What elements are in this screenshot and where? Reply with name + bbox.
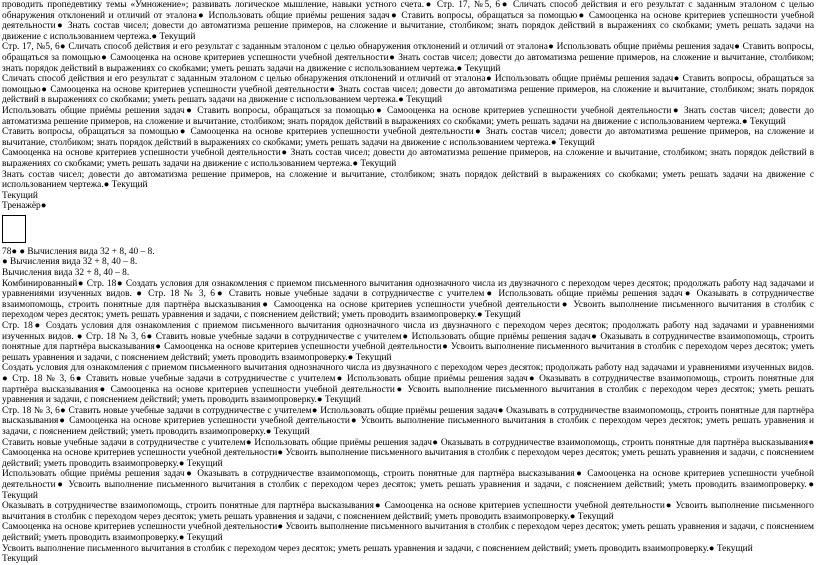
text-block: Самооценка на основе критериев успешности учебной деятельности● Усвоить выполнение письменного вычитания в столбик с переходом через десяток; уметь решать уравнения и задачи, с пояснением действий; уметь проводить взаимопроверку.● Текущий: [2, 522, 814, 543]
text-block: Использовать общие приёмы решения задач● Ставить вопросы, обращаться за помощью● Самооценка на основе критериев успешности учебной деятельности● Знать состав чисел; довести до автоматизма решение примеров, на сложение и вычитание, столбиком; знать порядок действий в выражениях со скобками; уметь решать задачи на движение с использованием чертежа.● Текущий: [2, 105, 814, 127]
text-block: Текущий: [2, 554, 38, 565]
text-block: Стр. 18 № 3, 6● Ставить новые учебные задачи в сотрудничестве с учителем● Использовать общие приёмы решения задач● Оказывать в сотрудничестве взаимопомощь, строить понятные для партнёра высказывания● Самооценка на основе критериев успешности учебной деятельности● Усвоить выполнение письменного вычитания в столбик с переходом через десяток; уметь решать уравнения и задачи, с пояснением действий; уметь проводить взаимопроверку.● Текущий: [2, 405, 814, 437]
empty-cell-box: [2, 215, 26, 243]
text-block: 78● ● Вычисления вида 32 + 8, 40 – 8.: [2, 246, 155, 257]
text-block: Ставить вопросы, обращаться за помощью● Самооценка на основе критериев успешности учебной деятельности● Знать состав чисел; довести до автоматизма решение примеров, на сложение и вычитание, столбиком; знать порядок действий в выражениях со скобками; уметь решать задачи на движение с использованием чертежа.● Текущий: [2, 127, 814, 148]
text-block: Знать состав чисел; довести до автоматизма решение примеров, на сложение и вычитание, столбиком; знать порядок действий в выражениях со скобками; уметь решать задачи на движение с использованием чертежа.● Текущий: [2, 169, 814, 191]
text-block: Стр. 17, №5, 6● Сличать способ действия и его результат с заданным эталоном с целью обнаружения отклонений и отличий от эталона● Использовать общие приёмы решения задач● Ставить вопросы, обращаться за помощью● Самооценка на основе критериев успешности учебной деятельности● Знать состав чисел; довести до автоматизма решение примеров, на сложение и вычитание, столбиком; знать порядок действий в выражениях со скобками; уметь решать задачи на движение с использованием чертежа.● Текущий: [2, 42, 814, 74]
text-block: Создать условия для ознакомления с приемом письменного вычитания однозначного числа из двузначного с переходом через десяток; продолжать работу над задачами и уравнениями изученных видов. ● Стр. 18 № 3, 6● Ставить новые учебные задачи в сотрудничестве с учителем● Использовать общие приёмы решения задач● Оказывать в сотрудничестве взаимопомощь, строить понятные для партнёра высказывания● Самооценка на основе критериев успешности учебной деятельности● Усвоить выполнение письменного вычитания в столбик с переходом через десяток; уметь решать уравнения и задачи, с пояснением действий; уметь проводить взаимопроверку.● Текущий: [2, 363, 814, 406]
text-block: Текущий: [2, 190, 38, 201]
text-block: Тренажёр●: [2, 201, 47, 212]
text-block: Самооценка на основе критериев успешности учебной деятельности● Знать состав чисел; довести до автоматизма решение примеров, на сложение и вычитание, столбиком; знать порядок действий в выражениях со скобками; уметь решать задачи на движение с использованием чертежа.● Текущий: [2, 148, 814, 169]
text-block: Сличать способ действия и его результат с заданным эталоном с целью обнаружения отклонений и отличий от эталона● Использовать общие приёмы решения задач● Ставить вопросы, обращаться за помощью● Самооценка на основе критериев успешности учебной деятельности● Знать состав чисел; довести до автоматизма решение примеров, на сложение и вычитание, столбиком; знать порядок действий в выражениях со скобками; уметь решать задачи на движение с использованием чертежа.● Текущий: [2, 74, 814, 106]
text-block: Оказывать в сотрудничестве взаимопомощь, строить понятные для партнёра высказывания● Самооценка на основе критериев успешности учебной деятельности● Усвоить выполнение письменного вычитания в столбик с переходом через десяток; уметь решать уравнения и задачи, с пояснением действий; уметь проводить взаимопроверку.● Текущий: [2, 501, 814, 522]
text-block: Ставить новые учебные задачи в сотрудничестве с учителем● Использовать общие приёмы решения задач● Оказывать в сотрудничестве взаимопомощь, строить понятные для партнёра высказывания● Самооценка на основе критериев успешности учебной деятельности● Усвоить выполнение письменного вычитания в столбик с переходом через десяток; уметь решать уравнения и задачи, с пояснением действий; уметь проводить взаимопроверку.● Текущий: [2, 437, 814, 469]
text-block: Использовать общие приёмы решения задач● Оказывать в сотрудничестве взаимопомощь, строить понятные для партнёра высказывания● Самооценка на основе критериев успешности учебной деятельности● Усвоить выполнение письменного вычитания в столбик с переходом через десяток; уметь решать уравнения и задачи, с пояснением действий; уметь проводить взаимопроверку.● Текущий: [2, 469, 814, 501]
text-block: Усвоить выполнение письменного вычитания в столбик с переходом через десяток; уметь решать уравнения и задачи, с пояснением действий; уметь проводить взаимопроверку.● Текущий: [2, 543, 753, 554]
text-block: проводить пропедевтику темы «Умножение»; развивать логическое мышление, навыки устного счета.● Стр. 17, №5, 6● Сличать способ действия и его результат с заданным эталоном с целью обнаружения отклонений и отличий от эталона● Использовать общие приёмы решения задач● Ставить вопросы, обращаться за помощью● Самооценка на основе критериев успешности учебной деятельности● Знать состав чисел; довести до автоматизма решение примеров, на сложение и вычитание, столбиком; знать порядок действий в выражениях со скобками; уметь решать задачи на движение с использованием чертежа.● Текущий: [2, 0, 814, 42]
text-block: Вычисления вида 32 + 8, 40 – 8.: [2, 268, 130, 279]
text-block: Стр. 18● Создать условия для ознакомления с приемом письменного вычитания однозначного числа из двузначного с переходом через десяток; продолжать работу над задачами и уравнениями изученных видов. ● Стр. 18 № 3, 6● Ставить новые учебные задачи в сотрудничестве с учителем● Использовать общие приёмы решения задач● Оказывать в сотрудничестве взаимопомощь, строить понятные для партнёра высказывания● Самооценка на основе критериев успешности учебной деятельности● Усвоить выполнение письменного вычитания в столбик с переходом через десяток; уметь решать уравнения и задачи, с пояснением действий; уметь проводить взаимопроверку.● Текущий: [2, 321, 814, 363]
text-block: ● Вычисления вида 32 + 8, 40 – 8.: [2, 257, 138, 268]
text-block: Комбинированный● Стр. 18● Создать условия для ознакомления с приемом письменного вычитания однозначного числа из двузначного с переходом через десяток; продолжать работу над задачами и уравнениями изученных видов. ● Стр. 18 № 3, 6● Ставить новые учебные задачи в сотрудничестве с учителем● Использовать общие приёмы решения задач● Оказывать в сотрудничестве взаимопомощь, строить понятные для партнёра высказывания● Самооценка на основе критериев успешности учебной деятельности● Усвоить выполнение письменного вычитания в столбик с переходом через десяток; уметь решать уравнения и задачи, с пояснением действий; уметь проводить взаимопроверку.● Текущий: [2, 278, 814, 321]
